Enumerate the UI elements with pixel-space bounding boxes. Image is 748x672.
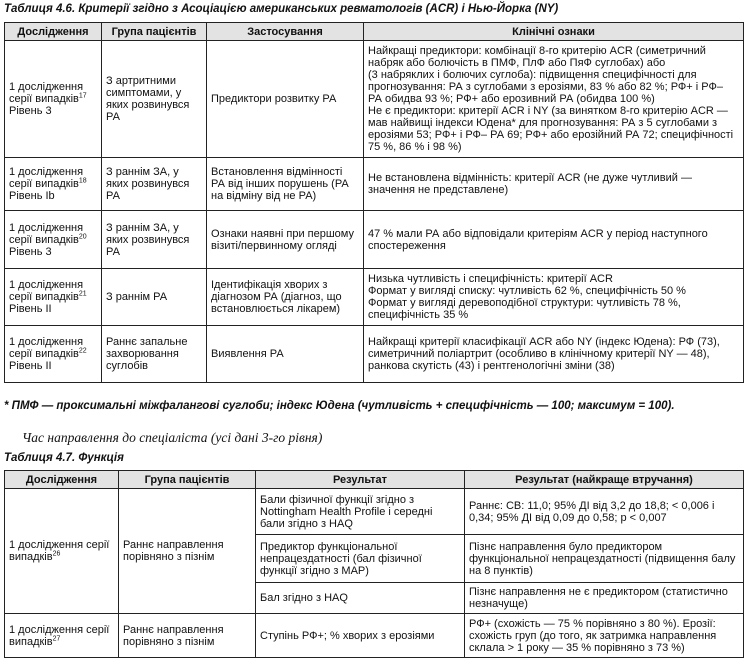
table-row: [5, 158, 744, 211]
header-use: Застосування: [207, 23, 364, 41]
signs-cell: Низька чутливість і специфічність: критерії ACR Формат у вигляді списку: чутливість 62 %, специфічність 50 % Формат у вигляді деревоподібної структури: чутливість 78 %, специфічність 35 %: [364, 269, 744, 326]
group-cell: Раннє запальне захворювання суглобів: [102, 326, 207, 383]
table-row: [5, 269, 744, 326]
group-cell: З артритними симптомами, у яких розвинувся РА: [102, 41, 207, 158]
table-row: [5, 211, 744, 269]
use-cell: Виявлення РА: [207, 326, 364, 383]
result-cell: Бал згідно з HAQ: [256, 583, 465, 614]
table-4-6: [4, 22, 744, 383]
study-cell: 1 дослідження серії випадків$^{21}$ Рівень II: [5, 269, 102, 326]
result-cell: Предиктор функціональної непрацездатності (бал фізичної функції згідно з MAP): [256, 535, 465, 583]
table-row: [5, 326, 744, 383]
use-cell: Встановлення відмінності РА від інших порушень (РА на відміну від не РА): [207, 158, 364, 211]
section-title: Час направлення до спеціаліста (усі дані 3-го рівня): [22, 430, 323, 445]
group-cell: З раннім ЗА, у яких розвинувся РА: [102, 158, 207, 211]
group-cell: З раннім РА: [102, 269, 207, 326]
table-row: [5, 489, 744, 535]
study-cell: 1 дослідження серії випадків$^{27}$: [5, 614, 119, 658]
table-4-7-caption: Таблиця 4.7. Функція: [4, 452, 124, 464]
best-result-cell: Пізнє направлення було предиктором функціональної непрацездатності (підвищення балу на 8 пунктів): [465, 535, 744, 583]
table-row: [5, 614, 744, 658]
group-cell: З раннім ЗА, у яких розвинувся РА: [102, 211, 207, 269]
study-cell: 1 дослідження серії випадків$^{26}$: [5, 489, 119, 614]
header-group: Група пацієнтів: [119, 471, 256, 489]
header-best-result: Результат (найкраще втручання): [465, 471, 744, 489]
use-cell: Предиктори розвитку РА: [207, 41, 364, 158]
result-cell: Бали фізичної функції згідно з Nottingham Health Profile і середні бали згідно з HAQ: [256, 489, 465, 535]
table-4-6-footnote: * ПМФ — проксимальні міжфалангові суглоби; індекс Юдена (чутливість + специфічність — 100; максимум = 100).: [4, 400, 675, 412]
table-header-row: [5, 471, 744, 489]
signs-cell: Найкращі предиктори: комбінації 8-го критерію ACR (симетричний набряк або болючість в ПМФ, ПлФ або ПяФ суглобах) або (3 набряклих і болючих суглоба): підвищення специфічності для прогнозування: РА з суглобами з ерозіями, 83 % або 82 %; РФ+ і РФ– РА обидва 93 %; РФ+ або ерозивний РА (обидва 100 %) Не є предиктори: критерії ACR і NY (за винятком 8-го критерію ACR — мав найвищі індекси Юдена* для прогнозування: РА з 5 суглобами з ерозіями 53; РФ+ і РФ– РА 69; РФ+ або ерозійний РА 72; специфічності 75 %, 86 % і 98 %): [364, 41, 744, 158]
table-row: [5, 41, 744, 158]
result-cell: Ступінь РФ+; % хворих з ерозіями: [256, 614, 465, 658]
table-header-row: [5, 23, 744, 41]
header-study: Дослідження: [5, 23, 102, 41]
best-result-cell: РФ+ (схожість — 75 % порівняно з 80 %). Ерозії: схожість груп (до того, як затримка направлення склала > 1 року — 35 % порівняно з 73 %): [465, 614, 744, 658]
table-4-6-caption: Таблиця 4.6. Критерії згідно з Асоціацією американських ревматологів (ACR) і Нью-Йорка (NY): [4, 3, 559, 15]
use-cell: Ідентифікація хворих з діагнозом РА (діагноз, що встановлюється лікарем): [207, 269, 364, 326]
study-cell: 1 дослідження серії випадків$^{22}$ Рівень II: [5, 326, 102, 383]
study-cell: 1 дослідження серії випадків$^{17}$ Рівень 3: [5, 41, 102, 158]
study-cell: 1 дослідження серії випадків$^{20}$ Рівень 3: [5, 211, 102, 269]
group-cell: Раннє направлення порівняно з пізнім: [119, 614, 256, 658]
signs-cell: Не встановлена відмінність: критерії ACR (не дуже чутливий — значення не представлене): [364, 158, 744, 211]
group-cell: Раннє направлення порівняно з пізнім: [119, 489, 256, 614]
signs-cell: 47 % мали РА або відповідали критеріям ACR у період наступного спостереження: [364, 211, 744, 269]
use-cell: Ознаки наявні при першому візиті/первинному огляді: [207, 211, 364, 269]
table-4-7: [4, 470, 744, 658]
signs-cell: Найкращі критерії класифікації ACR або NY (індекс Юдена): РФ (73), симетричний поліартрит (особливо в клінічному критерії NY — 48), ранкова скутість (43) і рентгенологічні зміни (38): [364, 326, 744, 383]
header-study: Дослідження: [5, 471, 119, 489]
header-clinical-signs: Клінічні ознаки: [364, 23, 744, 41]
header-group: Група пацієнтів: [102, 23, 207, 41]
best-result-cell: Раннє: СВ: 11,0; 95% ДІ від 3,2 до 18,8; < 0,006 і 0,34; 95% ДІ від 0,09 до 0,58; р < 0,007: [465, 489, 744, 535]
study-cell: 1 дослідження серії випадків$^{18}$ Рівень Ib: [5, 158, 102, 211]
best-result-cell: Пізнє направлення не є предиктором (статистично незначуще): [465, 583, 744, 614]
header-result: Результат: [256, 471, 465, 489]
